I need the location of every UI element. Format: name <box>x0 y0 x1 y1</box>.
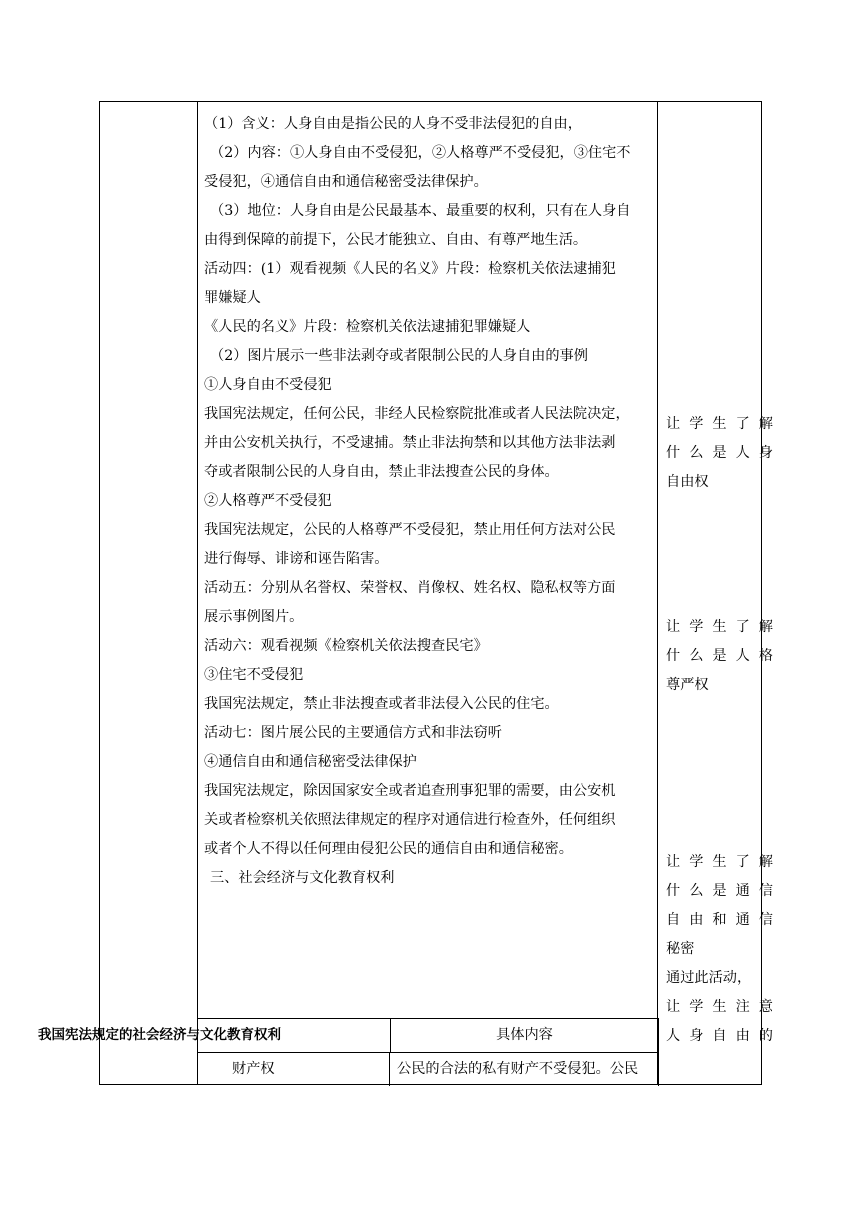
content-line: 活动七：图片展公民的主要通信方式和非法窃听 <box>204 725 502 741</box>
note-line: 让学生了解 <box>666 854 782 870</box>
design-note-1 <box>666 410 782 497</box>
content-line: （3）地位：人身自由是公民最基本、最重要的权利，只有在人身自 <box>210 203 631 219</box>
content-line: 我国宪法规定，任何公民，非经人民检察院批准或者人民法院决定， <box>204 406 630 422</box>
design-note-3 <box>666 848 782 1051</box>
content-line: 由得到保障的前提下，公民才能独立、自由、有尊严地生活。 <box>204 232 588 248</box>
note-line: 什么是人格 <box>666 648 782 664</box>
content-line: （2）内容：①人身自由不受侵犯，②人格尊严不受侵犯，③住宅不 <box>210 145 631 161</box>
content-line: ③住宅不受侵犯 <box>204 667 304 683</box>
note-line: 让学生注意 <box>666 999 782 1015</box>
content-line: 展示事例图片。 <box>204 609 304 625</box>
content-line: 我国宪法规定，禁止非法搜查或者非法侵入公民的住宅。 <box>204 696 559 712</box>
teaching-content <box>204 110 654 893</box>
note-line: 让学生了解 <box>666 416 782 432</box>
content-line: 活动四：(1）观看视频《人民的名义》片段：检察机关依法逮捕犯 <box>204 261 616 277</box>
content-line: 或者个人不得以任何理由侵犯公民的通信自由和通信秘密。 <box>204 841 573 857</box>
note-line: 尊严权 <box>666 677 709 693</box>
content-line: 活动六：观看视频《检察机关依法搜查民宅》 <box>204 638 488 654</box>
design-note-2 <box>666 613 782 700</box>
content-line: 《人民的名义》片段：检察机关依法逮捕犯罪嫌疑人 <box>204 319 531 335</box>
header-category-text: 我国宪法规定的社会经济与文化教育权利 <box>38 1027 281 1043</box>
content-line: 关或者检察机关依照法律规定的程序对通信进行检查外，任何组织 <box>204 812 616 828</box>
content-line: ②人格尊严不受侵犯 <box>204 493 332 509</box>
content-line: 受侵犯，④通信自由和通信秘密受法律保护。 <box>204 174 488 190</box>
content-line: 我国宪法规定，除因国家安全或者追查刑事犯罪的需要，由公安机 <box>204 783 616 799</box>
note-line: 自由权 <box>666 474 709 490</box>
content-line: 活动五：分别从名誉权、荣誉权、肖像权、姓名权、隐私权等方面 <box>204 580 616 596</box>
rights-table-cell-property-content: 公民的合法的私有财产不受侵犯。公民 <box>397 1061 639 1077</box>
note-line: 让学生了解 <box>666 619 782 635</box>
rights-table-header-content: 具体内容 <box>391 1019 658 1053</box>
note-line: 通过此活动， <box>666 970 752 986</box>
content-line: 罪嫌疑人 <box>204 290 261 306</box>
rights-table-header-category <box>38 1019 391 1053</box>
content-line: 三、社会经济与文化教育权利 <box>210 870 395 886</box>
note-line: 秘密 <box>666 941 695 957</box>
note-line: 什么是通信 <box>666 883 782 899</box>
note-line: 什么是人身 <box>666 445 782 461</box>
content-line: （1）含义：人身自由是指公民的人身不受非法侵犯的自由， <box>204 116 582 132</box>
content-line: ①人身自由不受侵犯 <box>204 377 332 393</box>
content-line: 并由公安机关执行，不受逮捕。禁止非法拘禁和以其他方法非法剥 <box>204 435 616 451</box>
column-divider-right <box>657 101 658 1085</box>
rights-table-cell-property: 财产权 <box>198 1053 390 1086</box>
note-line: 自由和通信 <box>666 912 782 928</box>
content-line: ④通信自由和通信秘密受法律保护 <box>204 754 417 770</box>
content-line: 我国宪法规定，公民的人格尊严不受侵犯，禁止用任何方法对公民 <box>204 522 616 538</box>
content-line: 进行侮辱、诽谤和诬告陷害。 <box>204 551 389 567</box>
note-line: 人身自由的 <box>666 1028 782 1044</box>
rights-table <box>38 1018 659 1086</box>
content-line: 夺或者限制公民的人身自由，禁止非法搜查公民的身体。 <box>204 464 559 480</box>
column-divider-left <box>197 101 198 1085</box>
content-line: （2）图片展示一些非法剥夺或者限制公民的人身自由的事例 <box>210 348 588 364</box>
